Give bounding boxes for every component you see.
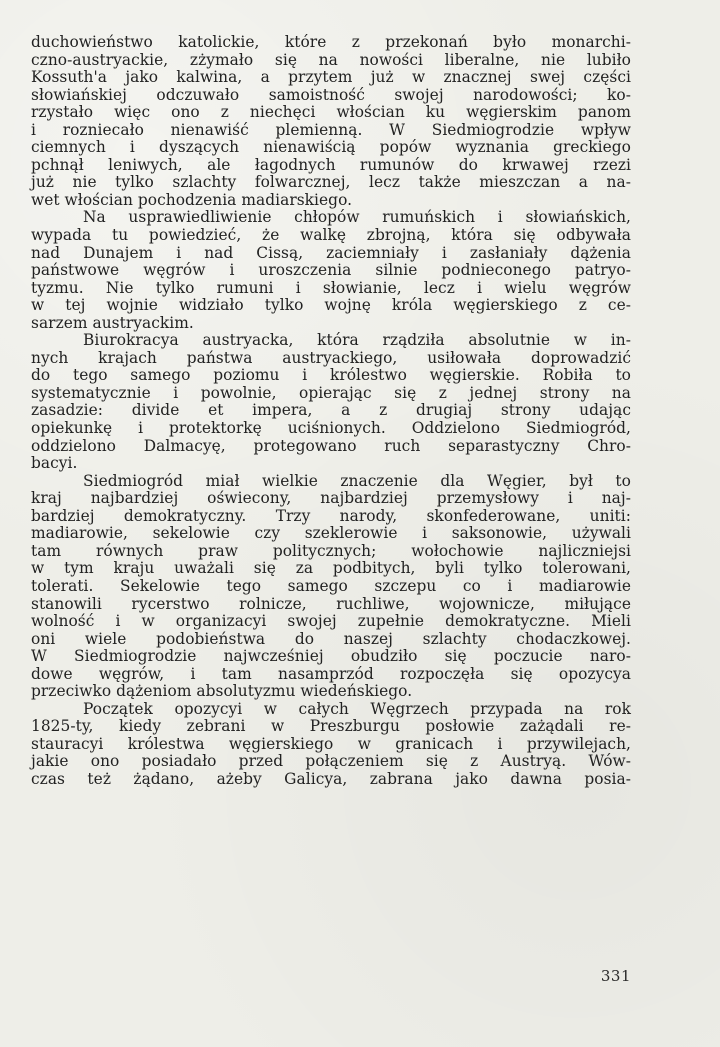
text-line: ciemnych i dyszących nienawiścią popów wyznania greckiego [31,138,631,157]
text-line: W Siedmiogrodzie najwcześniej obudziło się poczucie naro- [31,647,631,666]
text-line: nych krajach państwa austryackiego, usiłowała doprowadzić [31,348,631,367]
text-line: wypada tu powiedzieć, że walkę zbrojną, która się odbywała [31,226,631,245]
text-line: w tym kraju uważali się za podbitych, byli tylko tolerowani, [31,559,631,578]
text-line: Początek opozycyi w całych Węgrzech przypada na rok [83,699,631,718]
text-line: 1825-ty, kiedy zebrani w Preszburgu posłowie zażądali re- [31,717,631,736]
page-number: 331 [600,967,631,985]
text-line: duchowieństwo katolickie, które z przekonań było monarchi- [31,33,631,51]
text-line: bardziej demokratyczny. Trzy narody, skonfederowane, uniti: [31,506,631,525]
text-line: rzystało więc ono z niechęci włościan ku węgierskim panom [31,103,631,122]
text-line: Siedmiogród miał wielkie znaczenie dla Węgier, był to [83,471,631,490]
text-line: słowiańskiej odczuwało samoistność swojej narodowości; ko- [31,85,631,104]
text-line: wet włościan pochodzenia madiarskiego. [31,190,353,209]
text-line: madiarowie, sekelowie czy szeklerowie i saksonowie, używali [31,524,631,543]
text-line: tyzmu. Nie tylko rumuni i słowianie, lecz i wielu węgrów [31,278,631,297]
text-line: czno-austryackie, zżymało się na nowości liberalne, nie lubiło [31,50,631,69]
text-line: czas też żądano, ażeby Galicya, zabrana jako dawna posia- [31,769,631,788]
text-line: przeciwko dążeniom absolutyzmu wiedeńskiego. [31,682,413,701]
text-line: zasadzie: divide et impera, a z drugiaj strony udając [31,401,631,420]
text-line: Na usprawiedliwienie chłopów rumuńskich i słowiańskich, [83,208,631,227]
text-line: już nie tylko szlachty folwarcznej, lecz także mieszczan a na- [31,173,631,192]
text-line: tolerati. Sekelowie tego samego szczepu co i madiarowie [31,576,631,595]
text-line: Kossuth'a jako kalwina, a przytem już w znacznej swej części [31,68,631,87]
text-line: w tej wojnie widziało tylko wojnę króla węgierskiego z ce- [31,296,631,315]
text-line: wolność i w organizacyi swojej zupełnie demokratyczne. Mieli [31,612,631,631]
text-line: oddzielono Dalmacyę, protegowano ruch separastyczny Chro- [31,436,631,455]
text-line: stauracyi królestwa węgierskiego w granicach i przywilejach, [31,734,631,753]
text-line: opiekunkę i protektorkę uciśnionych. Oddzielono Siedmiogród, [31,419,631,438]
text-line: pchnął leniwych, ale łagodnych rumunów do krwawej rzezi [31,155,631,174]
text-line: sarzem austryackim. [31,313,194,332]
text-line: dowe węgrów, i tam nasamprzód rozpoczęła się opozycya [31,664,631,683]
text-line: nad Dunajem i nad Cissą, zaciemniały i zasłaniały dążenia [31,243,631,262]
text-line: kraj najbardziej oświecony, najbardziej przemysłowy i naj- [31,489,631,508]
text-line: tam równych praw politycznych; wołochowie najliczniejsi [31,541,631,560]
text-line: Biurokracya austryacka, która rządziła absolutnie w in- [83,331,631,350]
text-line: bacyi. [31,454,78,473]
text-line: i rozniecało nienawiść plemienną. W Siedmiogrodzie wpływ [31,120,631,139]
text-line: państwowe węgrów i uroszczenia silnie podnieconego patryo- [31,261,631,280]
text-line: stanowili rycerstwo rolnicze, ruchliwe, wojownicze, miłujące [31,594,631,613]
body-text [31,34,631,789]
text-line: systematycznie i powolnie, opierając się z jednej strony na [31,383,631,402]
text-line: jakie ono posiadało przed połączeniem się z Austryą. Wów- [31,752,631,771]
text-line: do tego samego poziomu i królestwo węgierskie. Robiła to [31,366,631,385]
text-line: oni wiele podobieństwa do naszej szlachty chodaczkowej. [31,629,631,648]
